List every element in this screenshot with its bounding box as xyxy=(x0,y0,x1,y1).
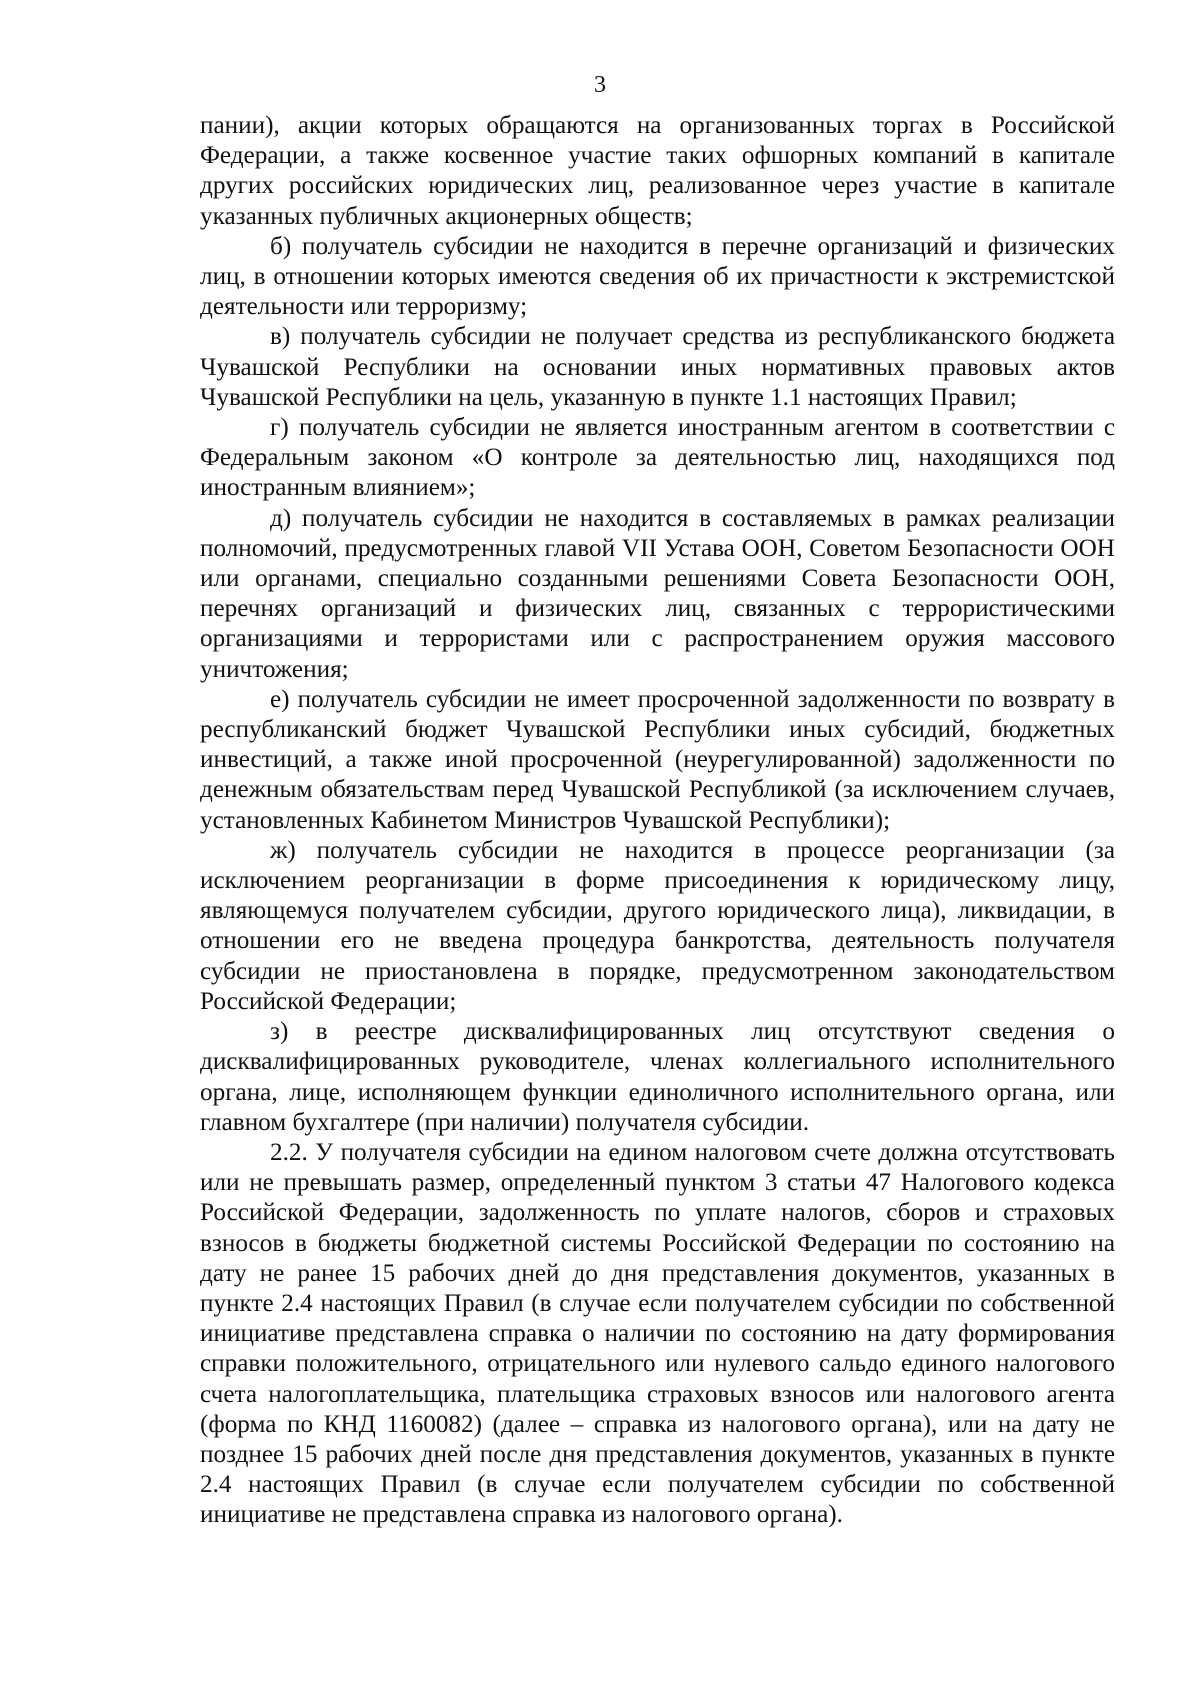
paragraph-item-zh: ж) получатель субсидии не находится в процессе реорганизации (за исключением реорганизации в форме присоединения к юридическому лицу, являющемуся получателем субсидии, другого юридического лица), ликвидации, в отношении его не введена процедура банкротства, деятельность получателя субсидии не приостановлена в порядке, предусмотренном законодательством Российской Федерации; xyxy=(200,836,1115,1015)
paragraph-item-e: е) получатель субсидии не имеет просроченной задолженности по возврату в республиканский бюджет Чувашской Республики иных субсидий, бюджетных инвестиций, а также иной просроченной (неурегулированной) задолженности по денежным обязательствам перед Чувашской Республикой (за исключением случаев, установленных Кабинетом Министров Чувашской Республики); xyxy=(200,685,1115,834)
document-body xyxy=(200,111,1115,1531)
paragraph-continuation: пании), акции которых обращаются на организованных торгах в Российской Федерации, а также косвенное участие таких офшорных компаний в капитале других российских юридических лиц, реализованное через участие в капитале указанных публичных акционерных обществ; xyxy=(200,112,1115,230)
paragraph-item-d: д) получатель субсидии не находится в составляемых в рамках реализации полномочий, предусмотренных главой VII Устава ООН, Советом Безопасности ООН или органами, специально созданными решениями Совета Безопасности ООН, перечнях организаций и физических лиц, связанных с террористическими организациями и террористами или с распространением оружия массового уничтожения; xyxy=(200,504,1115,683)
page-number: 3 xyxy=(594,72,606,98)
paragraph-item-g: г) получатель субсидии не является иностранным агентом в соответствии с Федеральным законом «О контроле за деятельностью лиц, находящихся под иностранным влиянием»; xyxy=(200,414,1115,502)
paragraph-item-v: в) получатель субсидии не получает средства из республиканского бюджета Чувашской Республики на основании иных нормативных правовых актов Чувашской Республики на цель, указанную в пункте 1.1 настоящих Правил; xyxy=(200,323,1115,411)
paragraph-item-z: з) в реестре дисквалифицированных лиц отсутствуют сведения о дисквалифицированных руководителе, членах коллегиального исполнительного органа, лице, исполняющем функции единоличного исполнительного органа, или главном бухгалтере (при наличии) получателя субсидии. xyxy=(200,1018,1115,1136)
paragraph-item-b: б) получатель субсидии не находится в перечне организаций и физических лиц, в отношении которых имеются сведения об их причастности к экстремистской деятельности или терроризму; xyxy=(200,232,1115,321)
paragraph-section-2-2: 2.2. У получателя субсидии на едином налоговом счете должна отсутствовать или не превышать размер, определенный пунктом 3 статьи 47 Налогового кодекса Российской Федерации, задолженность по уплате налогов, сборов и страховых взносов в бюджеты бюджетной системы Российской Федерации по состоянию на дату не ранее 15 рабочих дней до дня представления документов, указанных в пункте 2.4 настоящих Правил (в случае если получателем субсидии по собственной инициативе представлена справка о наличии по состоянию на дату формирования справки положительного, отрицательного или нулевого сальдо единого налогового счета налогоплательщика, плательщика страховых взносов или налогового агента (форма по КНД 1160082) (далее – справка из налогового органа), или на дату не позднее 15 рабочих дней после дня представления документов, указанных в пункте 2.4 настоящих Правил (в случае если получателем субсидии по собственной инициативе не представлена справка из налогового органа). xyxy=(200,1138,1115,1529)
